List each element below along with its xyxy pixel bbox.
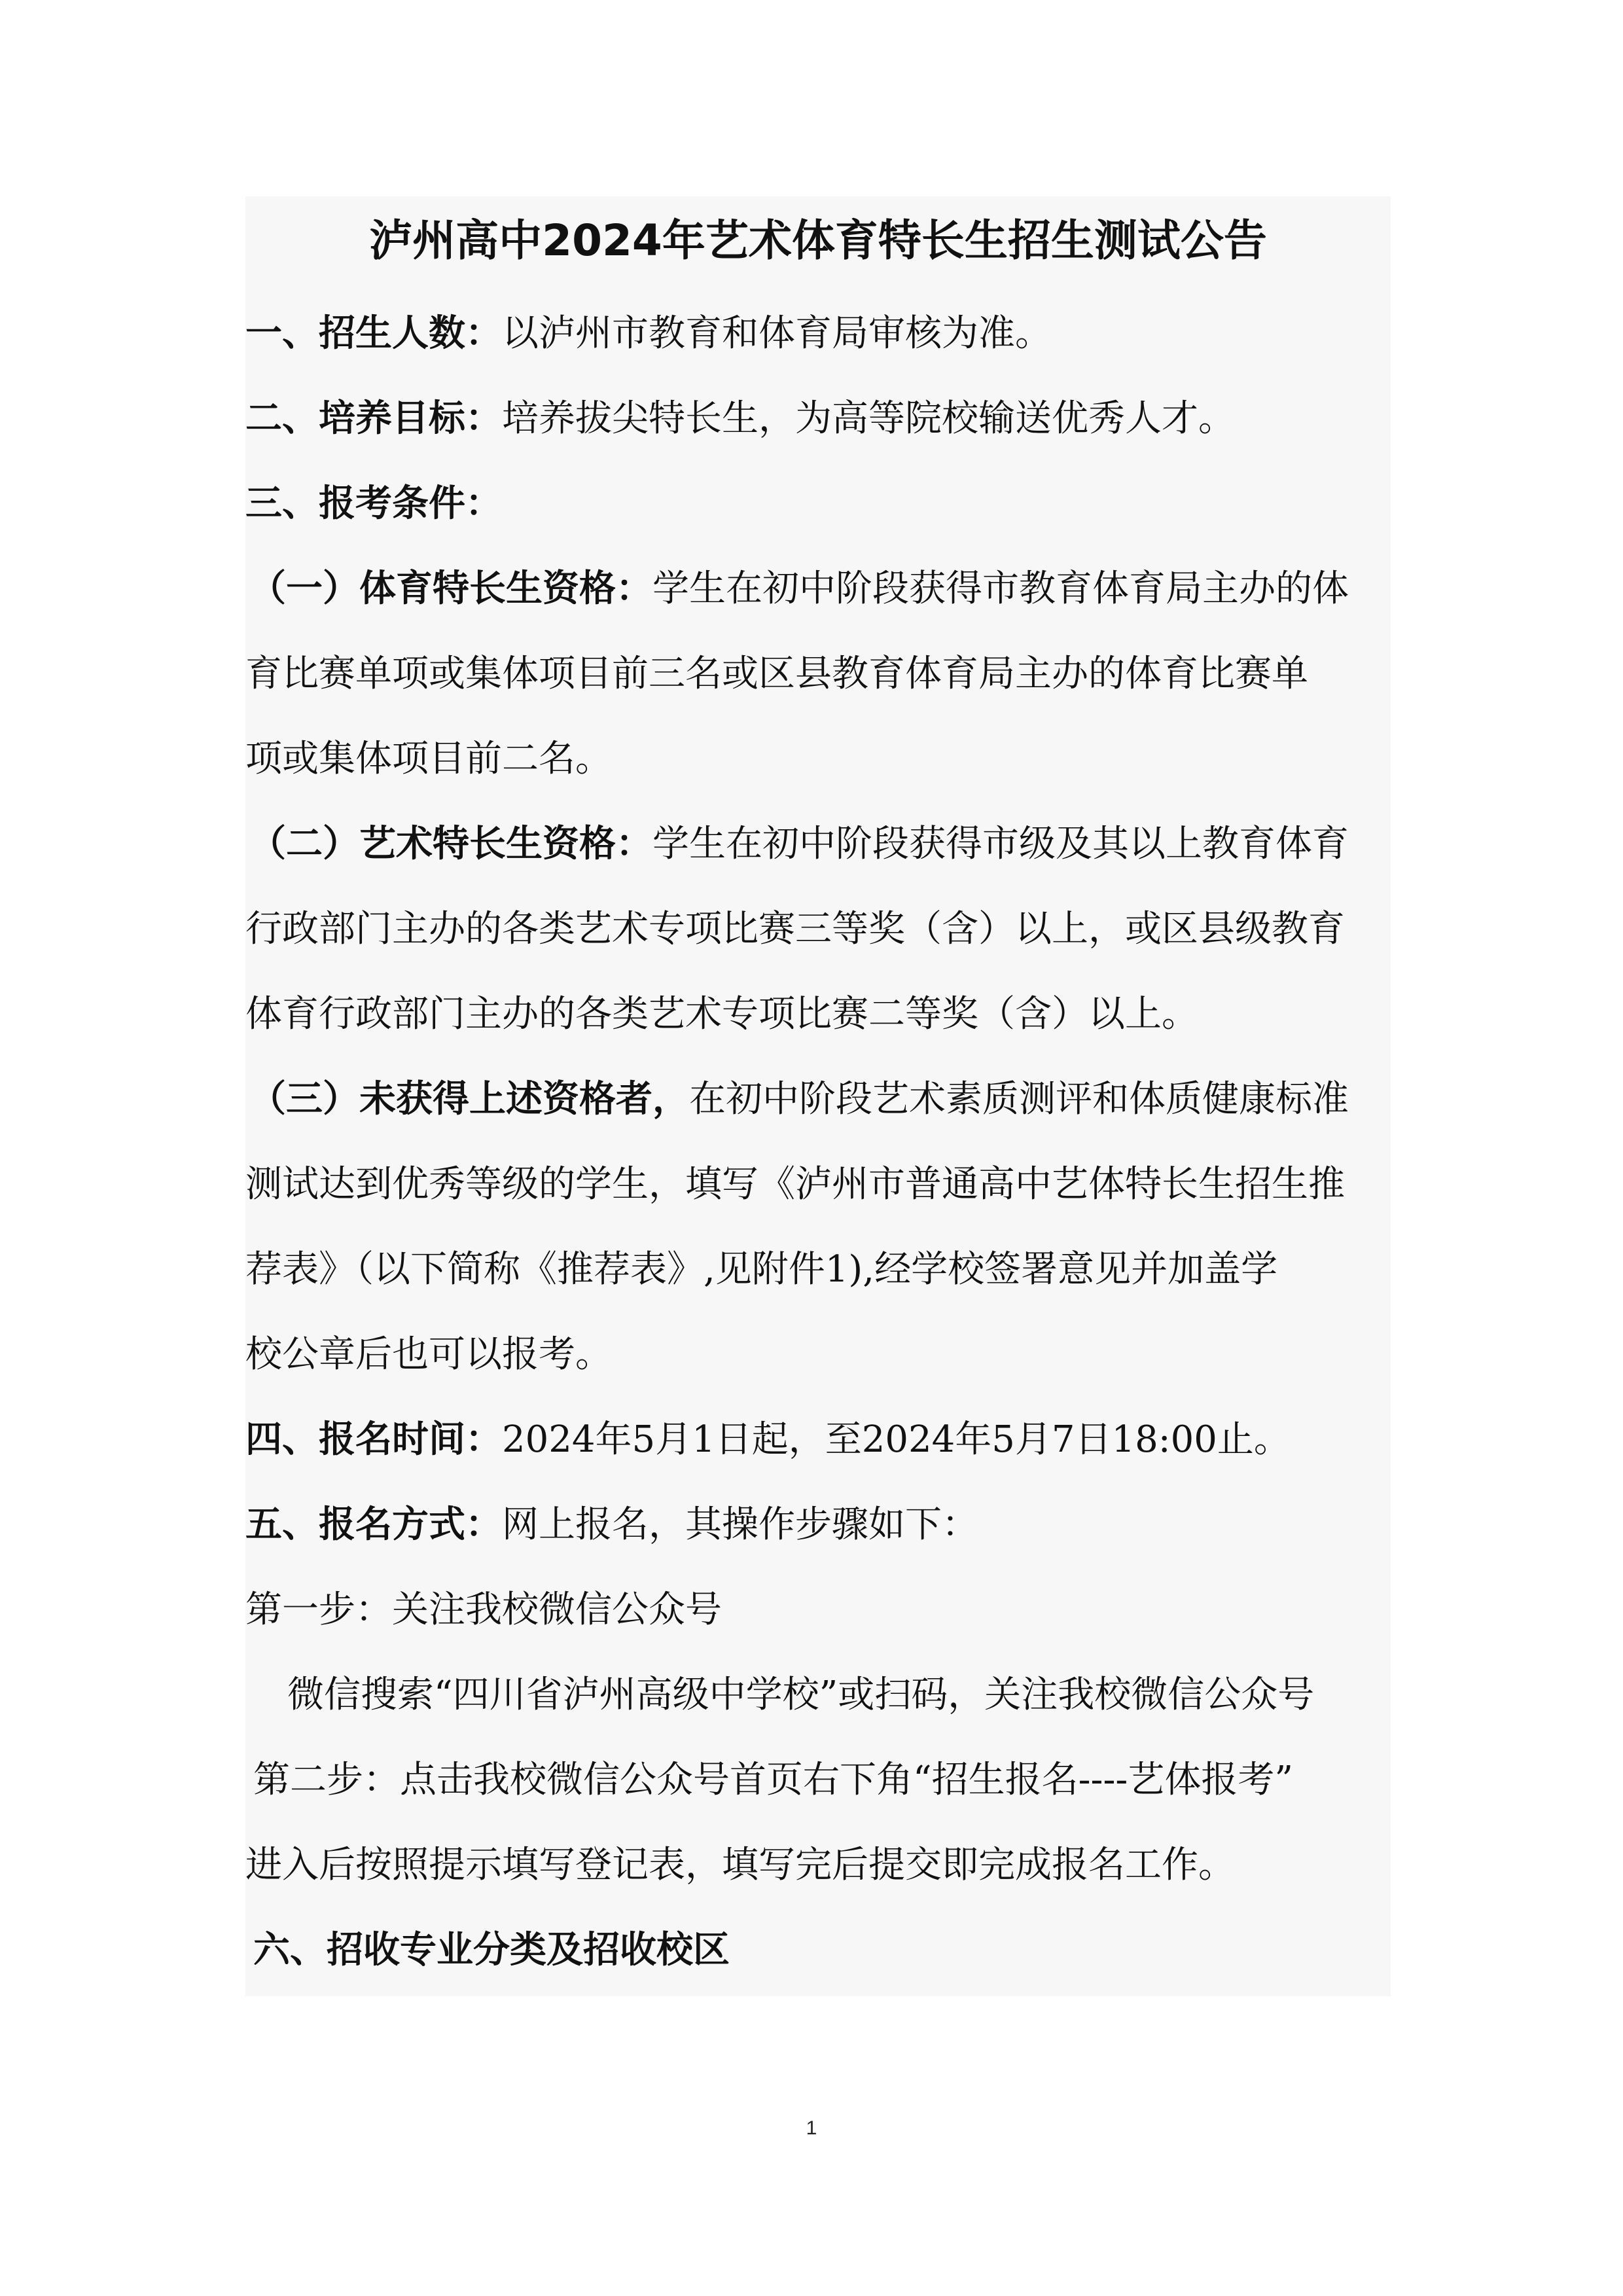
condition-sports-line: 学生在初中阶段获得市教育体育局主办的体 — [652, 567, 1349, 610]
section-enrollment-count-text: 以泸州市教育和体育局审核为准。 — [502, 312, 1052, 355]
condition-others-line: 荐表》（以下简称《推荐表》,见附件1),经学校签署意见并加盖学 — [245, 1248, 1278, 1291]
section-majors-campus — [245, 1908, 1391, 1993]
step-two-detail: 进入后按照提示填写登记表，填写完后提交即完成报名工作。 — [245, 1844, 1235, 1886]
condition-arts-label: （二）艺术特长生资格： — [249, 823, 652, 865]
condition-others-line: 测试达到优秀等级的学生，填写《泸州市普通高中艺体特长生招生推 — [245, 1163, 1345, 1206]
condition-others-label: （三）未获得上述资格者， — [249, 1078, 689, 1121]
condition-arts-line: 学生在初中阶段获得市级及其以上教育体育 — [652, 823, 1349, 865]
section-registration-method-text: 网上报名，其操作步骤如下： — [502, 1503, 978, 1546]
condition-arts-line: 行政部门主办的各类艺术专项比赛三等奖（含）以上，或区县级教育 — [245, 908, 1345, 950]
section-training-goal-label: 二、培养目标： — [245, 397, 502, 440]
condition-others — [245, 1057, 1391, 1142]
condition-others-line: 在初中阶段艺术素质测评和体质健康标准 — [689, 1078, 1349, 1121]
page-number: 1 — [806, 2117, 817, 2139]
section-registration-time-text: 2024年5月1日起，至2024年5月7日18:00止。 — [502, 1418, 1291, 1461]
step-one-detail: 微信搜索“四川省泸州高级中学校”或扫码，关注我校微信公众号 — [287, 1674, 1315, 1716]
section-enrollment-count-label: 一、招生人数： — [245, 312, 502, 355]
section-enrollment-count — [245, 291, 1391, 376]
document-title: 泸州高中2024年艺术体育特长生招生测试公告 — [369, 215, 1267, 266]
section-registration-time-label: 四、报名时间： — [245, 1418, 502, 1461]
section-registration-time — [245, 1397, 1391, 1482]
section-registration-method-label: 五、报名方式： — [245, 1503, 502, 1546]
condition-sports-line: 育比赛单项或集体项目前三名或区县教育体育局主办的体育比赛单 — [245, 653, 1308, 695]
condition-arts-line: 体育行政部门主办的各类艺术专项比赛二等奖（含）以上。 — [245, 993, 1198, 1035]
section-training-goal-text: 培养拔尖特长生，为高等院校输送优秀人才。 — [502, 397, 1235, 440]
document-body — [245, 208, 1391, 1993]
section-eligibility — [245, 461, 1391, 547]
section-training-goal — [245, 376, 1391, 461]
section-registration-method — [245, 1482, 1391, 1568]
section-majors-campus-label: 六、招收专业分类及招收校区 — [253, 1929, 730, 1971]
condition-arts — [245, 802, 1391, 887]
section-eligibility-label: 三、报考条件： — [245, 482, 502, 525]
step-one: 第一步：关注我校微信公众号 — [245, 1588, 722, 1631]
condition-others-line: 校公章后也可以报考。 — [245, 1333, 612, 1376]
condition-sports-label: （一）体育特长生资格： — [249, 567, 652, 610]
condition-sports — [245, 547, 1391, 632]
step-two: 第二步：点击我校微信公众号首页右下角“招生报名----艺体报考” — [253, 1759, 1293, 1801]
condition-sports-line: 项或集体项目前二名。 — [245, 738, 612, 780]
